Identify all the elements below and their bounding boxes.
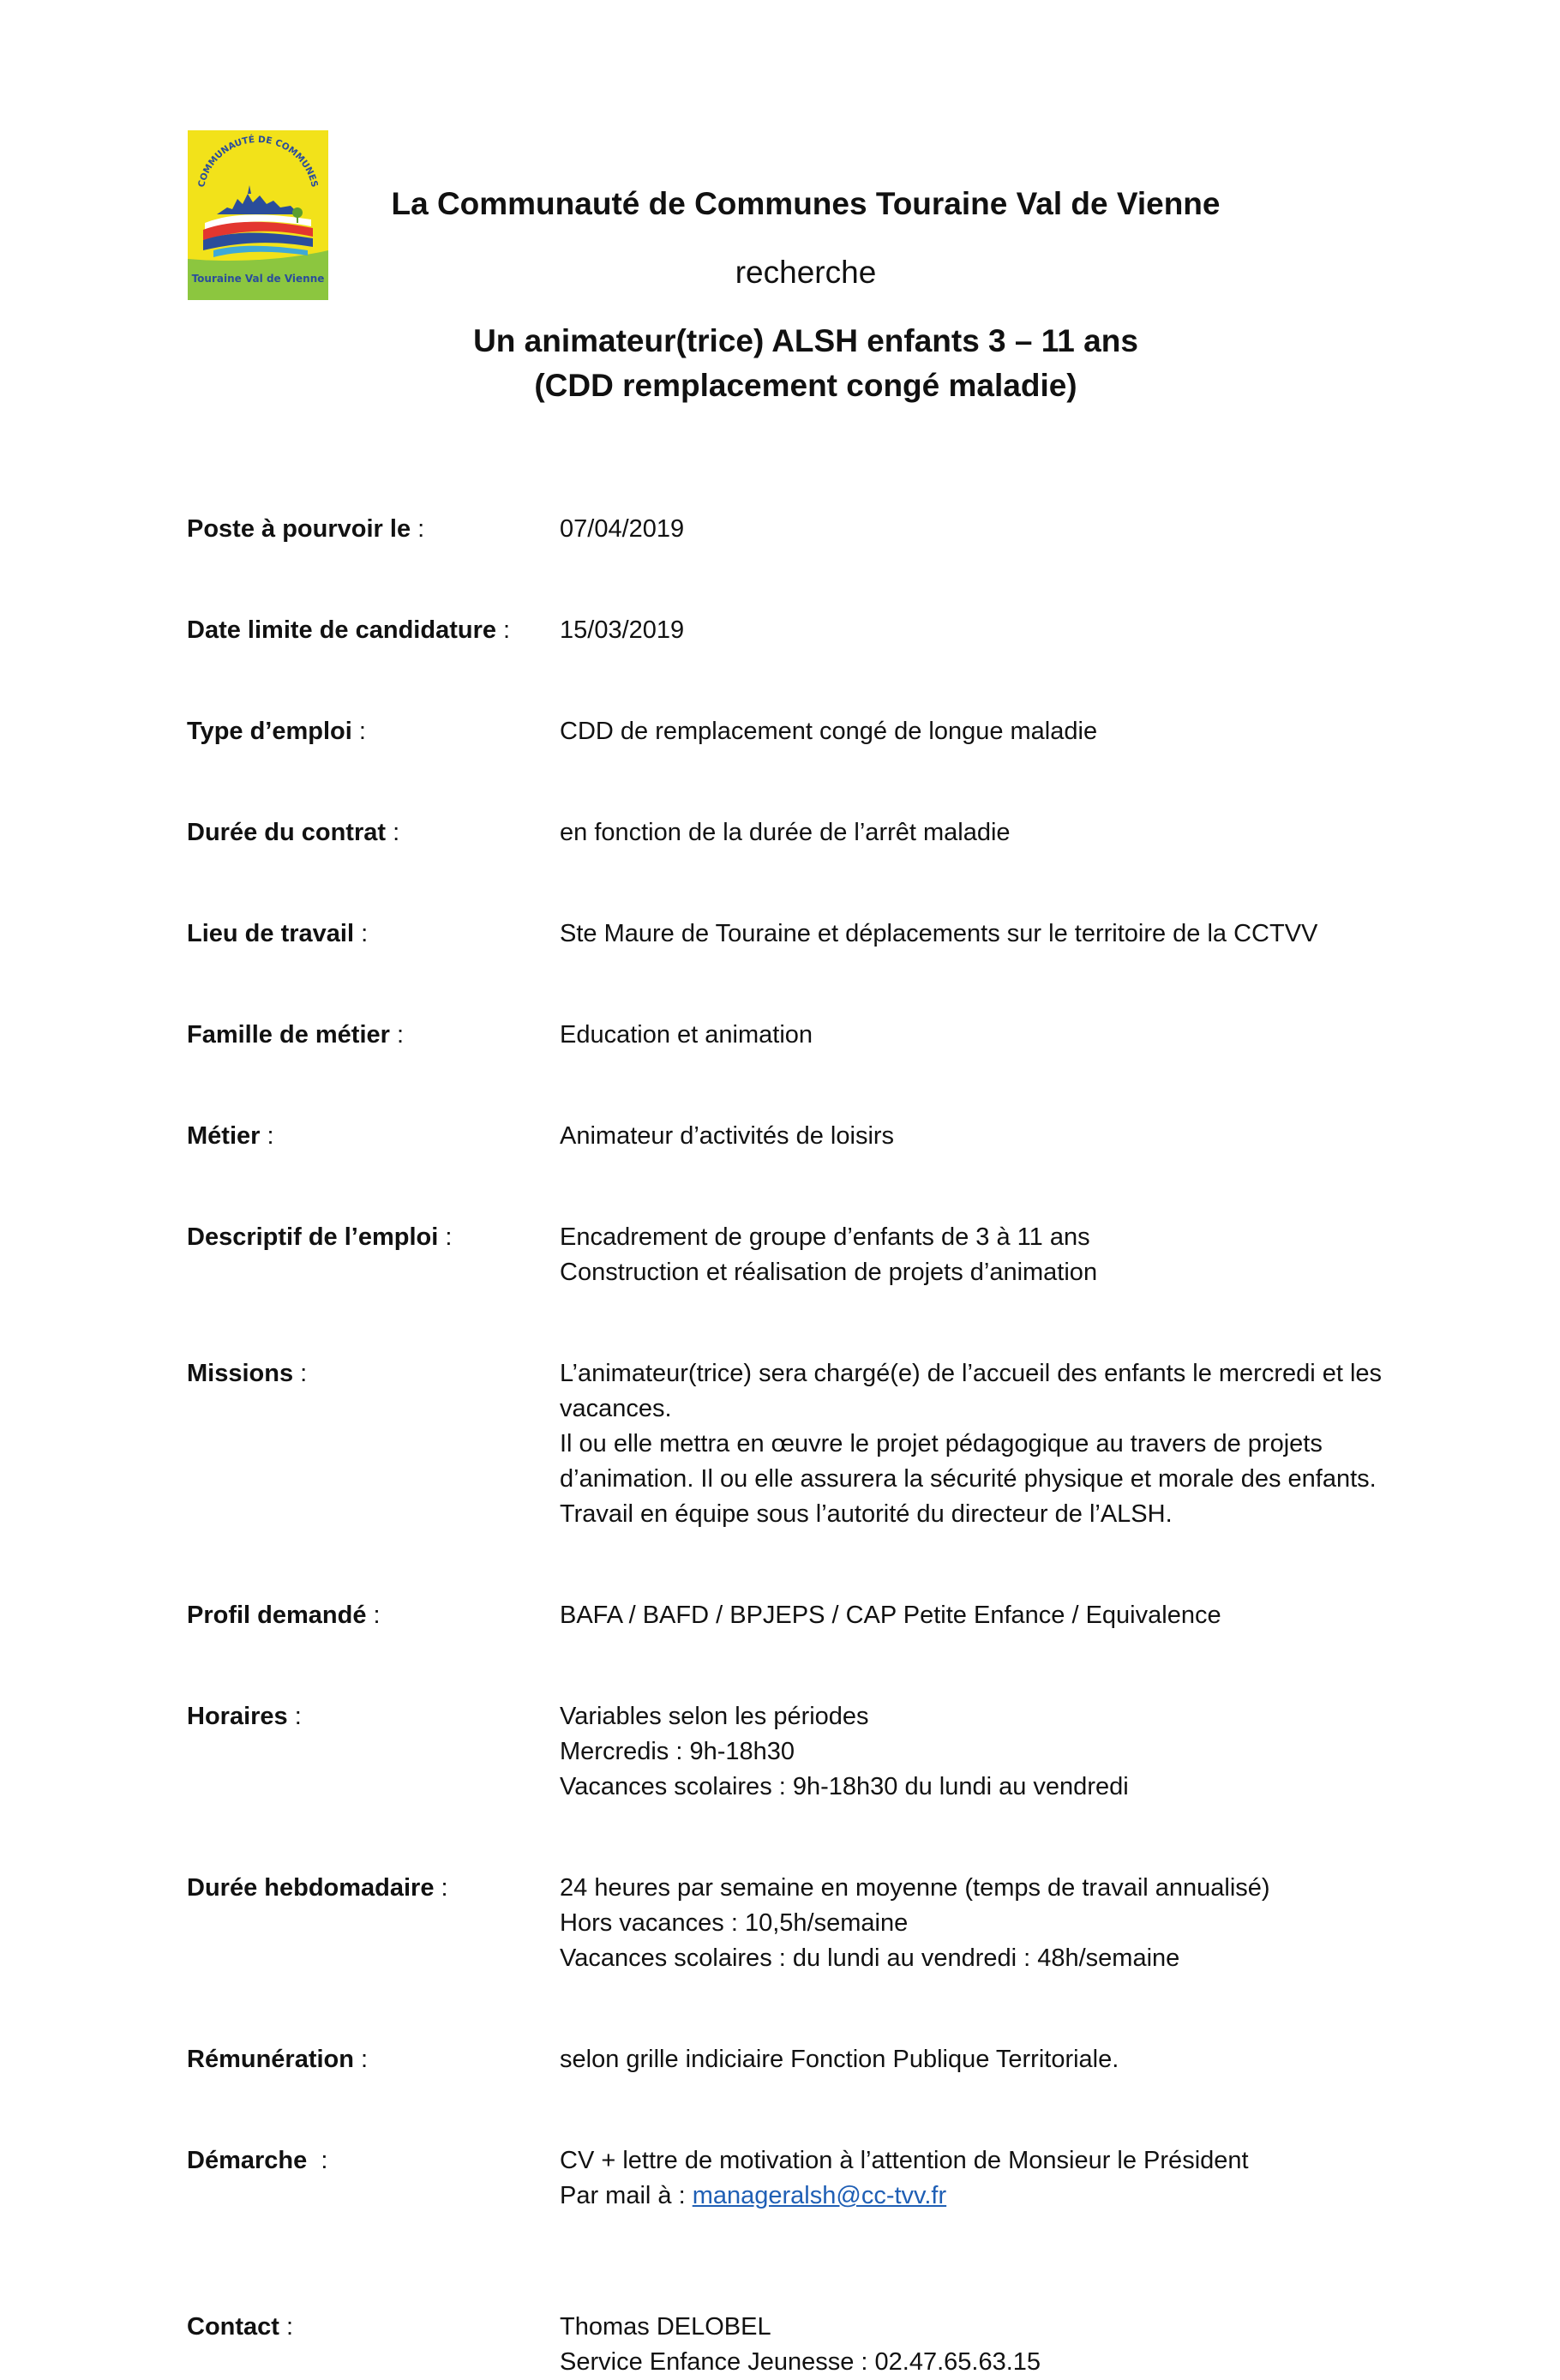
field-value bbox=[560, 1356, 1408, 1532]
field-type-emploi bbox=[187, 714, 1421, 749]
field-value: 07/04/2019 bbox=[560, 515, 685, 543]
field-demarche bbox=[187, 2143, 1421, 2214]
field-label: Contact : bbox=[187, 2313, 294, 2341]
field-label: Lieu de travail : bbox=[187, 920, 369, 947]
field-value bbox=[560, 1220, 1421, 1290]
email-link[interactable]: manageralsh@cc-tvv.fr bbox=[692, 2182, 947, 2209]
field-label: Rémunération : bbox=[187, 2046, 369, 2073]
job-title-line: Un animateur(trice) ALSH enfants 3 – 11 ans bbox=[473, 323, 1138, 358]
organization-logo bbox=[188, 130, 328, 300]
field-value: selon grille indiciaire Fonction Publique Territoriale. bbox=[560, 2046, 1119, 2073]
field-profil bbox=[187, 1598, 1421, 1633]
field-value: 15/03/2019 bbox=[560, 616, 685, 644]
value-line: Variables selon les périodes bbox=[560, 1703, 869, 1730]
field-label: Métier : bbox=[187, 1122, 274, 1150]
field-value bbox=[560, 2143, 1421, 2214]
value-line: 24 heures par semaine en moyenne (temps de travail annualisé) bbox=[560, 1874, 1270, 1902]
job-title bbox=[326, 319, 1286, 408]
field-duree-hebdo bbox=[187, 1871, 1421, 1976]
field-label: Famille de métier : bbox=[187, 1021, 405, 1049]
field-descriptif bbox=[187, 1220, 1421, 1290]
field-label: Durée du contrat : bbox=[187, 819, 400, 846]
value-line: Vacances scolaires : 9h-18h30 du lundi au vendredi bbox=[560, 1773, 1129, 1800]
field-lieu bbox=[187, 917, 1421, 952]
field-value: Education et animation bbox=[560, 1021, 813, 1049]
field-value: CDD de remplacement congé de longue maladie bbox=[560, 718, 1098, 745]
field-famille bbox=[187, 1018, 1421, 1053]
field-value: Ste Maure de Touraine et déplacements sur le territoire de la CCTVV bbox=[560, 920, 1318, 947]
value-line: Mercredis : 9h-18h30 bbox=[560, 1738, 795, 1765]
field-remuneration bbox=[187, 2042, 1421, 2077]
mail-prefix: Par mail à : bbox=[560, 2182, 693, 2209]
field-poste bbox=[187, 512, 1421, 547]
field-horaires bbox=[187, 1699, 1421, 1805]
mail-line bbox=[560, 2179, 1421, 2214]
field-duree-contrat bbox=[187, 815, 1421, 850]
value-line: Encadrement de groupe d’enfants de 3 à 11 ans bbox=[560, 1223, 1090, 1251]
field-value bbox=[560, 2310, 1421, 2380]
intro-text: recherche bbox=[735, 255, 877, 290]
field-label: Démarche : bbox=[187, 2147, 328, 2174]
svg-text:COMMUNAUTÉ DE COMMUNES: COMMUNAUTÉ DE COMMUNES bbox=[196, 134, 320, 189]
field-missions bbox=[187, 1356, 1421, 1532]
value-line: Vacances scolaires : du lundi au vendredi : 48h/semaine bbox=[560, 1944, 1180, 1972]
field-value bbox=[560, 1871, 1421, 1976]
field-value: BAFA / BAFD / BPJEPS / CAP Petite Enfance / Equivalence bbox=[560, 1602, 1221, 1629]
field-value bbox=[560, 1699, 1421, 1805]
value-line: Construction et réalisation de projets d’animation bbox=[560, 1259, 1098, 1286]
value-line: Hors vacances : 10,5h/semaine bbox=[560, 1909, 909, 1937]
job-details bbox=[187, 512, 1421, 2380]
field-label: Type d’emploi : bbox=[187, 718, 366, 745]
job-title-subline: (CDD remplacement congé maladie) bbox=[534, 368, 1077, 403]
field-date-limite bbox=[187, 613, 1421, 648]
value-line: Il ou elle mettra en œuvre le projet pédagogique au travers de projets d’animation. Il ou elle assurera la sécurité physique et morale des enfants. bbox=[560, 1430, 1377, 1493]
field-metier bbox=[187, 1119, 1421, 1154]
field-value: Animateur d’activités de loisirs bbox=[560, 1122, 895, 1150]
field-label: Horaires : bbox=[187, 1703, 302, 1730]
value-line: L’animateur(trice) sera chargé(e) de l’accueil des enfants le mercredi et les vacances. bbox=[560, 1360, 1383, 1422]
value-line: Travail en équipe sous l’autorité du directeur de l’ALSH. bbox=[560, 1500, 1173, 1528]
field-label: Profil demandé : bbox=[187, 1602, 381, 1629]
contact-name: Thomas DELOBEL bbox=[560, 2313, 771, 2341]
field-label: Descriptif de l’emploi : bbox=[187, 1223, 453, 1251]
field-label: Poste à pourvoir le : bbox=[187, 515, 425, 543]
contact-phone: Service Enfance Jeunesse : 02.47.65.63.15 bbox=[560, 2348, 1041, 2376]
svg-text:Touraine Val de Vienne: Touraine Val de Vienne bbox=[191, 273, 325, 285]
field-value: en fonction de la durée de l’arrêt maladie bbox=[560, 819, 1011, 846]
field-label: Date limite de candidature : bbox=[187, 616, 511, 644]
field-label: Missions : bbox=[187, 1360, 308, 1387]
value-line: CV + lettre de motivation à l’attention de Monsieur le Président bbox=[560, 2147, 1249, 2174]
field-label: Durée hebdomadaire : bbox=[187, 1874, 448, 1902]
field-contact bbox=[187, 2310, 1421, 2380]
organization-title: La Communauté de Communes Touraine Val de Vienne bbox=[391, 186, 1221, 221]
